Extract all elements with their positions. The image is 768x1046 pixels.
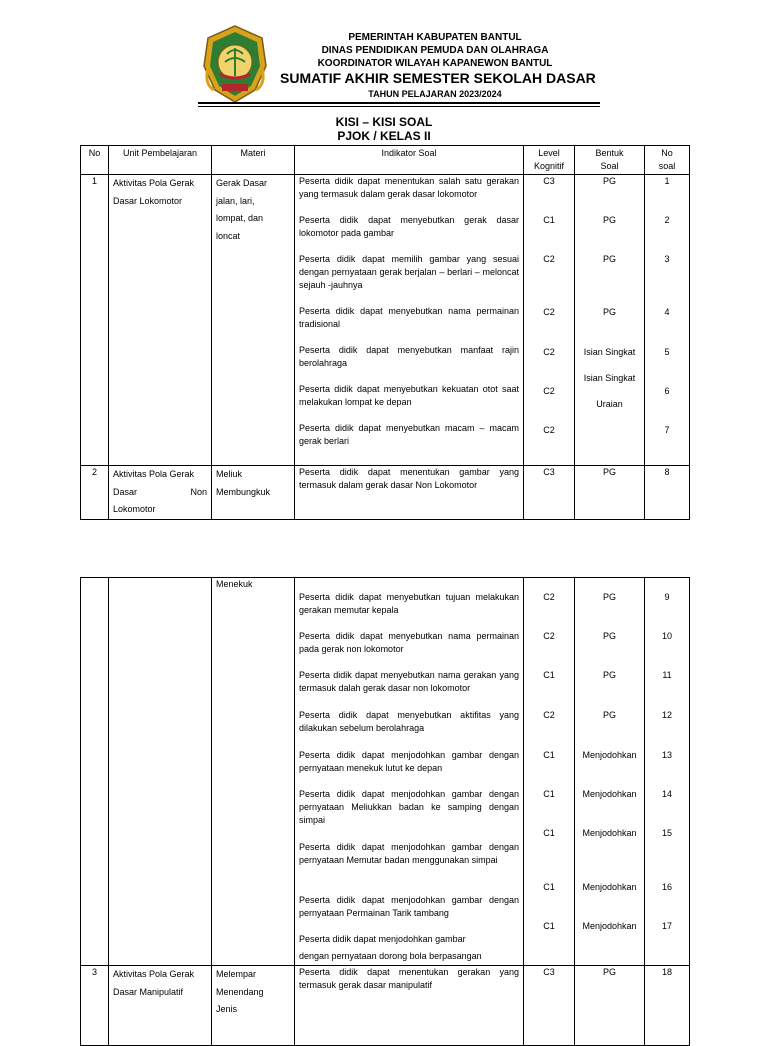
- indikator-item: Peserta didik dapat menyebutkan tujuan melakukan gerakan memutar kepala: [299, 592, 519, 615]
- bantul-regency-emblem: [200, 24, 270, 104]
- row-bentuk: PG: [575, 466, 645, 520]
- indikator-item: Peserta didik dapat menyebutkan nama permainan pada gerak non lokomotor: [299, 631, 519, 654]
- row-nosoal: 8: [645, 466, 690, 520]
- indikator-item: Peserta didik dapat menjodohkan gambar: [299, 934, 466, 944]
- row-unit: Aktivitas Pola Gerak Dasar Manipulatif: [109, 966, 212, 1046]
- row-level-list: C2 C2 C1 C2 C1 C1 C1 C1 C1: [524, 578, 575, 966]
- row-nosoal-list: 9 10 11 12 13 14 15 16 17: [645, 578, 690, 966]
- letterhead-rule-thick: [198, 102, 600, 104]
- table-row: [81, 578, 690, 966]
- row-unit: Aktivitas Pola Gerak Dasar Lokomotor: [109, 175, 212, 466]
- row-no: 1: [81, 175, 109, 466]
- indikator-item: Peserta didik dapat menyebutkan aktifitas yang dilakukan sebelum berolahraga: [299, 710, 519, 733]
- row-level: C3: [524, 466, 575, 520]
- indikator-item: Peserta didik dapat menjodohkan gambar dengan pernyataan Meliukkan badan ke samping dengan simpai: [299, 789, 519, 825]
- row-materi: Menekuk: [212, 578, 295, 966]
- kisi-table-page-1: [80, 145, 690, 520]
- table-row: [81, 175, 690, 466]
- document-subtitle: PJOK / KELAS II: [337, 129, 431, 143]
- indikator-item: dengan pernyataan dorong bola berpasangan: [299, 951, 482, 961]
- indikator-item: Peserta didik dapat menentukan salah satu gerakan yang termasuk dalam gerak dasar lokomotor: [299, 176, 519, 199]
- letterhead-rule-thin: [198, 106, 600, 107]
- row-indikator-list: [295, 578, 524, 966]
- table-header-row: [81, 146, 690, 175]
- header-no: No: [81, 146, 109, 175]
- document-title: KISI – KISI SOAL: [335, 115, 433, 129]
- indikator-item: Peserta didik dapat memilih gambar yang sesuai dengan pernyataan gerak berjalan – berlari – meloncat sejauh -jauhnya: [299, 254, 519, 290]
- table-row: [81, 466, 690, 520]
- row-no: [81, 578, 109, 966]
- row-indikator: Peserta didik dapat menentukan gerakan yang termasuk gerak dasar manipulatif: [295, 966, 524, 1046]
- indikator-item: Peserta didik dapat menjodohkan gambar dengan pernyataan Memutar badan menggunakan simpai: [299, 842, 519, 865]
- row-indikator: Peserta didik dapat menentukan gambar yang termasuk dalam gerak dasar Non Lokomotor: [295, 466, 524, 520]
- indikator-item: Peserta didik dapat menjodohkan gambar dengan pernyataan Permainan Tarik tambang: [299, 895, 519, 918]
- row-bentuk-list: PG PG PG PG Menjodohkan Menjodohkan Menjodohkan Menjodohkan Menjodohkan: [575, 578, 645, 966]
- indikator-item: Peserta didik dapat menyebutkan gerak dasar lokomotor pada gambar: [299, 215, 519, 238]
- row-bentuk-list: PG PG PG PG Isian Singkat Isian Singkat Uraian: [575, 175, 645, 466]
- letterhead-exam-title: SUMATIF AKHIR SEMESTER SEKOLAH DASAR: [280, 70, 596, 86]
- indikator-item: Peserta didik dapat menjodohkan gambar dengan pernyataan menekuk lutut ke depan: [299, 750, 519, 773]
- row-materi: Melempar Menendang Jenis: [212, 966, 295, 1046]
- letterhead-government: PEMERINTAH KABUPATEN BANTUL: [348, 32, 522, 43]
- table-row: [81, 966, 690, 1046]
- row-level: C3: [524, 966, 575, 1046]
- row-nosoal-list: 1 2 3 4 5 6 7: [645, 175, 690, 466]
- row-no: 2: [81, 466, 109, 520]
- indikator-item: Peserta didik dapat menyebutkan nama gerakan yang termasuk dalah gerak dasar non lokomotor: [299, 670, 519, 693]
- indikator-item: Peserta didik dapat menyebutkan kekuatan otot saat melakukan lompat ke depan: [299, 384, 519, 407]
- header-materi: Materi: [212, 146, 295, 175]
- indikator-item: Peserta didik dapat menyebutkan macam – macam gerak berlari: [299, 423, 519, 446]
- header-nosoal: No soal: [645, 146, 690, 175]
- row-unit: [109, 578, 212, 966]
- indikator-item: Peserta didik dapat menyebutkan nama permainan tradisional: [299, 306, 519, 329]
- letterhead-office: DINAS PENDIDIKAN PEMUDA DAN OLAHRAGA: [321, 45, 549, 56]
- row-level-list: C3 C1 C2 C2 C2 C2 C2: [524, 175, 575, 466]
- kisi-table-page-2: [80, 577, 690, 1046]
- row-unit: Aktivitas Pola Gerak Dasar Non Lokomotor: [109, 466, 212, 520]
- indikator-item: Peserta didik dapat menyebutkan manfaat rajin berolahraga: [299, 345, 519, 368]
- row-no: 3: [81, 966, 109, 1046]
- row-nosoal: 18: [645, 966, 690, 1046]
- row-materi: Gerak Dasar jalan, lari, lompat, dan loncat: [212, 175, 295, 466]
- header-unit: Unit Pembelajaran: [109, 146, 212, 175]
- row-materi: Meliuk Membungkuk: [212, 466, 295, 520]
- row-bentuk: PG: [575, 966, 645, 1046]
- letterhead-academic-year: TAHUN PELAJARAN 2023/2024: [368, 89, 502, 99]
- header-bentuk: Bentuk Soal: [575, 146, 645, 175]
- header-indikator: Indikator Soal: [295, 146, 524, 175]
- row-indikator-list: [295, 175, 524, 466]
- letterhead-coordinator: KOORDINATOR WILAYAH KAPANEWON BANTUL: [317, 58, 553, 69]
- header-level: Level Kognitif: [524, 146, 575, 175]
